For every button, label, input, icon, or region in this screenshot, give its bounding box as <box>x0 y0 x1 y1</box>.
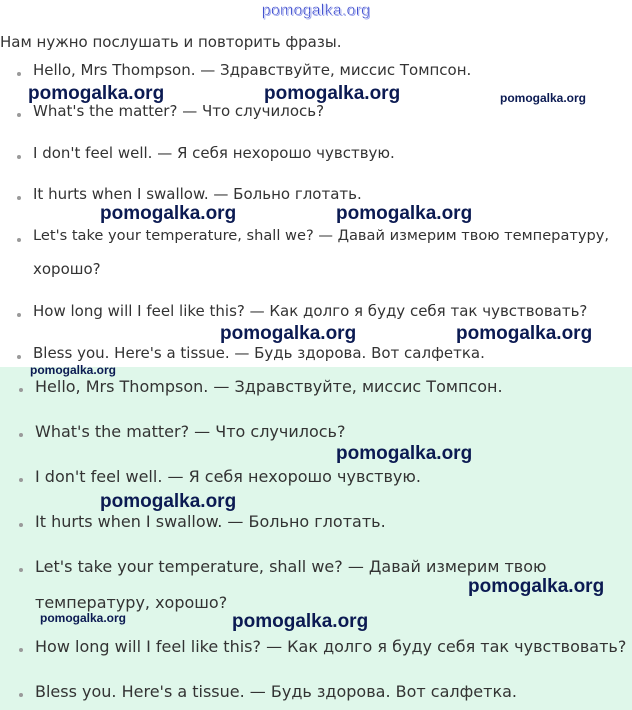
phrase-text: Bless you. Here's a tissue. — Будь здорова. Вот салфетка. <box>35 682 518 701</box>
green-panel <box>0 367 632 710</box>
watermark: pomogalka.org <box>336 443 473 464</box>
bullet <box>19 433 23 437</box>
phrase-text: It hurts when I swallow. — Больно глотать. <box>35 512 386 531</box>
watermark: pomogalka.org <box>336 203 473 224</box>
phrase-text: I don't feel well. — Я себя нехорошо чувствую. <box>35 467 421 486</box>
phrase-text: Bless you. Here's a tissue. — Будь здорова. Вот салфетка. <box>33 344 485 362</box>
site-header-link[interactable]: pomogalka.org <box>261 2 371 19</box>
bullet <box>17 113 21 117</box>
bullet <box>19 648 23 652</box>
watermark: pomogalka.org <box>100 203 237 224</box>
watermark: pomogalka.org <box>100 491 237 512</box>
watermark: pomogalka.org <box>264 83 401 104</box>
bullet <box>17 238 21 242</box>
phrase-text: What's the matter? — Что случилось? <box>35 422 346 441</box>
phrase-text: Hello, Mrs Thompson. — Здравствуйте, миссис Томпсон. <box>35 377 503 396</box>
phrase-text: I don't feel well. — Я себя нехорошо чувствую. <box>33 144 395 162</box>
phrase-text: It hurts when I swallow. — Больно глотать. <box>33 185 362 203</box>
bullet <box>17 313 21 317</box>
watermark: pomogalka.org <box>468 576 605 597</box>
phrase-text: How long will I feel like this? — Как долго я буду себя так чувствовать? <box>35 637 627 656</box>
bullet <box>17 196 21 200</box>
bullet <box>17 355 21 359</box>
watermark: pomogalka.org <box>456 323 593 344</box>
phrase-text: How long will I feel like this? — Как долго я буду себя так чувствовать? <box>33 302 588 320</box>
bullet <box>19 693 23 697</box>
phrase-text: What's the matter? — Что случилось? <box>33 102 325 120</box>
bullet <box>19 568 23 572</box>
watermark: pomogalka.org <box>40 611 127 625</box>
site-header <box>0 0 632 20</box>
watermark: pomogalka.org <box>500 91 587 105</box>
phrase-text: Let's take your temperature, shall we? — Давай измерим твою температуру, <box>33 227 610 244</box>
watermark: pomogalka.org <box>220 323 357 344</box>
bullet <box>17 155 21 159</box>
bullet <box>19 523 23 527</box>
bullet <box>19 478 23 482</box>
intro-text: Нам нужно послушать и повторить фразы. <box>0 33 342 51</box>
phrase-text-continued: хорошо? <box>33 260 101 278</box>
phrase-text: Let's take your temperature, shall we? — Давай измерим твою <box>35 557 547 576</box>
watermark: pomogalka.org <box>28 83 165 104</box>
phrase-text: Hello, Mrs Thompson. — Здравствуйте, миссис Томпсон. <box>33 61 472 79</box>
bullet <box>17 72 21 76</box>
watermark: pomogalka.org <box>30 363 117 377</box>
watermark: pomogalka.org <box>232 611 369 632</box>
bullet <box>19 388 23 392</box>
phrase-text-continued: температуру, хорошо? <box>35 593 228 612</box>
